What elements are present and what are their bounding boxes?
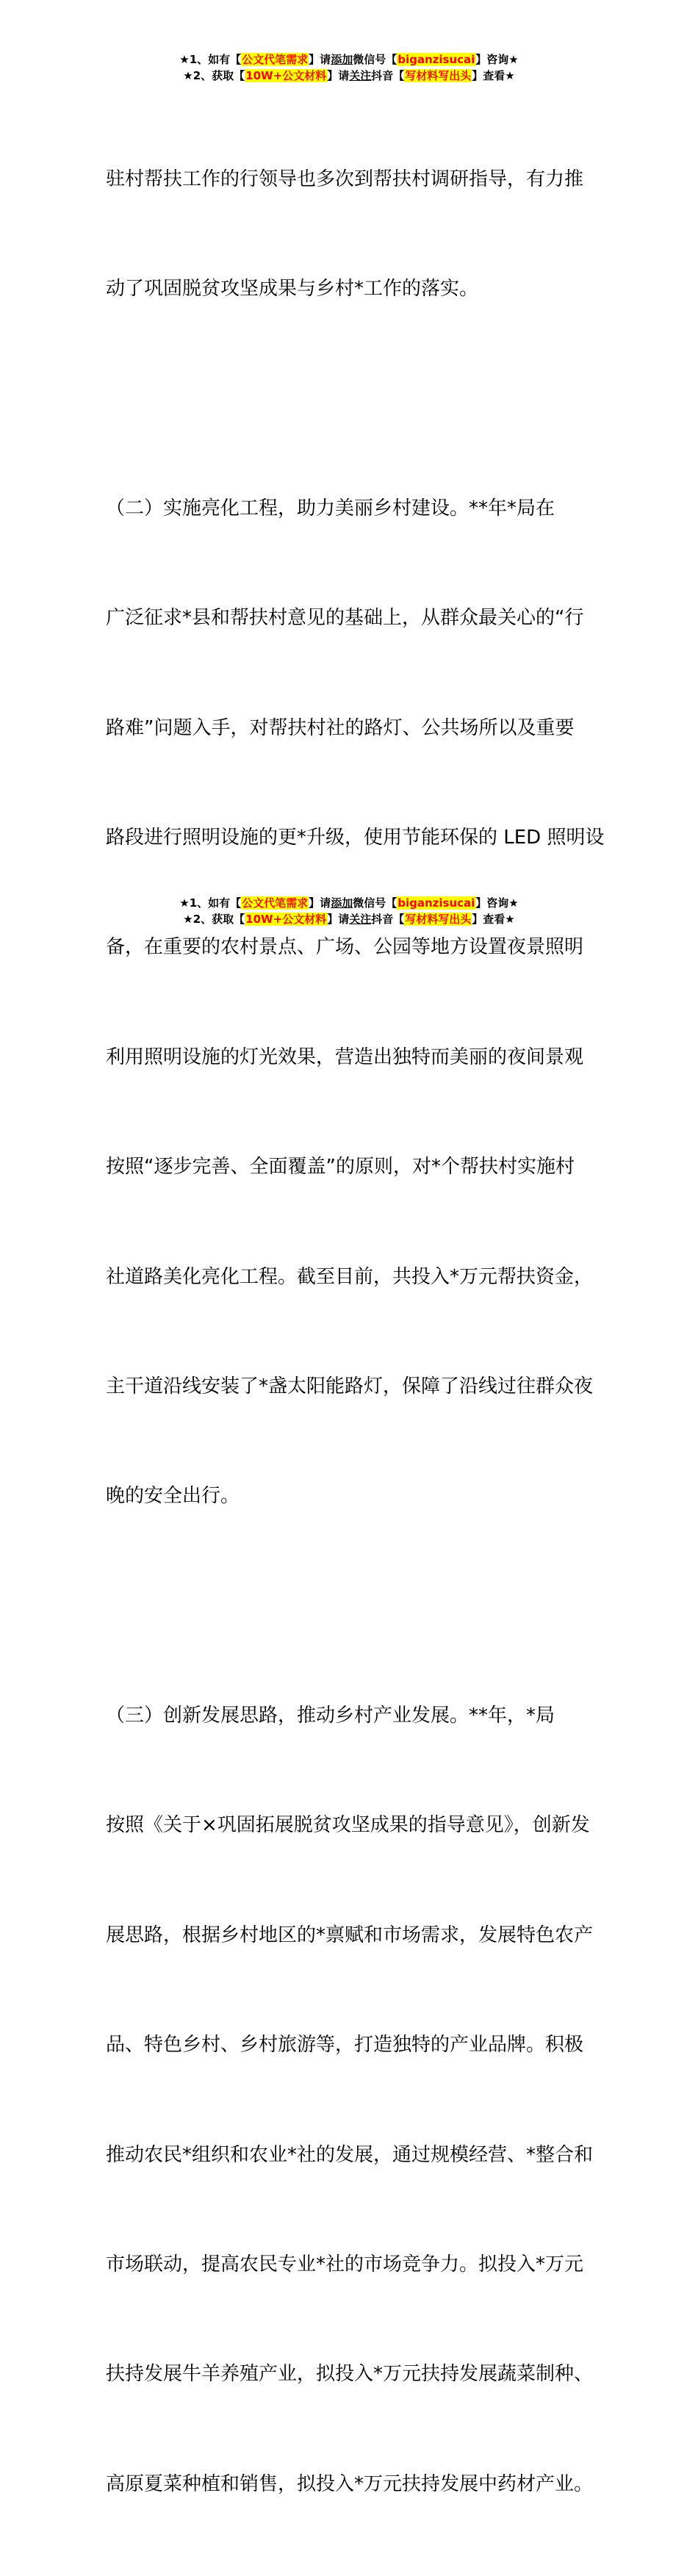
materials-highlight: 10W+公文材料 <box>245 913 327 926</box>
text-line: 广泛征求*县和帮扶村意见的基础上，从群众最关心的“行 <box>106 607 584 630</box>
text-line: 动了巩固脱贫攻坚成果与乡村*工作的落实。 <box>106 277 479 300</box>
wechat-id-highlight: biganzisucai <box>397 53 475 66</box>
text-line: 利用照明设施的灯光效果，营造出独特而美丽的夜间景观 <box>106 1046 584 1068</box>
promo-line-1: ★1、如有【公文代笔需求】请添加微信号【biganzisucai】咨询★ <box>179 53 519 66</box>
text-line: 展思路，根据乡村地区的*禀赋和市场需求，发展特色农产 <box>106 1924 594 1946</box>
paragraph-continuation <box>106 88 595 381</box>
text-line: （三）创新发展思路，推动乡村产业发展。**年，*局 <box>106 1705 555 1727</box>
promo-line-2: ★2、获取【10W+公文材料】请关注抖音【写材料写出头】查看★ <box>183 913 515 926</box>
service-highlight: 公文代笔需求 <box>242 53 309 66</box>
text-line: 备，在重要的农村景点、广场、公园等地方设置夜景照明 <box>106 936 584 959</box>
promo-line-2: ★2、获取【10W+公文材料】请关注抖音【写材料写出头】查看★ <box>183 69 515 82</box>
text-line: 路难”问题入手，对帮扶村社的路灯、公共场所以及重要 <box>106 716 575 739</box>
text-line: （二）实施亮化工程，助力美丽乡村建设。**年*局在 <box>106 497 555 519</box>
text-line: 推动农民*组织和农业*社的发展，通过规模经营、*整合和 <box>106 2143 594 2166</box>
materials-highlight: 10W+公文材料 <box>245 69 327 82</box>
text-line: 晚的安全出行。 <box>106 1485 240 1508</box>
text-line: 按照“逐步完善、全面覆盖”的原则，对*个帮扶村实施村 <box>106 1156 575 1179</box>
wechat-id-highlight: biganzisucai <box>397 896 475 910</box>
text-line: 市场联动，提高农民专业*社的市场竞争力。拟投入*万元 <box>106 2253 584 2276</box>
paragraph-industry-development <box>106 1625 595 2576</box>
text-line: 主干道沿线安装了*盏太阳能路灯，保障了沿线过往群众夜 <box>106 1375 594 1397</box>
header-promo-banner <box>0 51 698 84</box>
text-line: 路段进行照明设施的更*升级，使用节能环保的 LED 照明设 <box>106 826 605 849</box>
text-line: 扶持发展牛羊养殖产业，拟投入*万元扶持发展蔬菜制种、 <box>106 2363 594 2386</box>
document-body <box>106 88 605 2576</box>
text-line: 品、特色乡村、乡村旅游等，打造独特的产业品牌。积极 <box>106 2034 584 2057</box>
text-line: 驻村帮扶工作的行领导也多次到帮扶村调研指导，有力推 <box>106 168 584 190</box>
promo-line-1: ★1、如有【公文代笔需求】请添加微信号【biganzisucai】咨询★ <box>179 896 519 910</box>
douyin-account-highlight: 写材料写出头 <box>405 913 472 926</box>
service-highlight: 公文代笔需求 <box>242 896 309 910</box>
text-line: 社道路美化亮化工程。截至目前，共投入*万元帮扶资金， <box>106 1265 594 1288</box>
text-line: 按照《关于×巩固拓展脱贫攻坚成果的指导意见》，创新发 <box>106 1814 590 1837</box>
paragraph-lighting-project <box>106 417 605 1589</box>
footer-promo-banner <box>0 895 698 927</box>
douyin-account-highlight: 写材料写出头 <box>405 69 472 82</box>
text-line: 高原夏菜种植和销售，拟投入*万元扶持发展中药材产业。 <box>106 2472 594 2495</box>
